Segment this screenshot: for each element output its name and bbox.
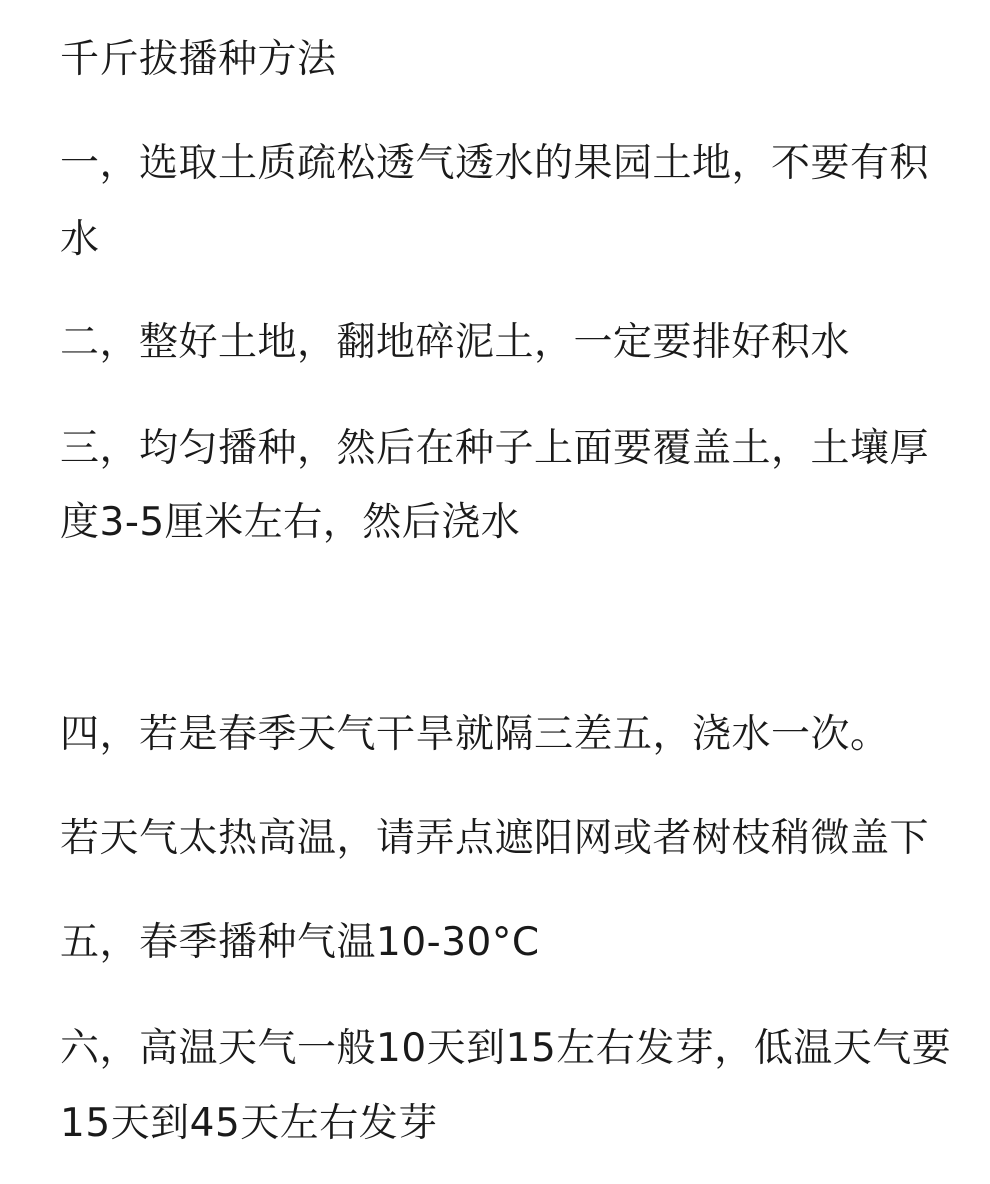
text-line: 15天到45天左右发芽 [60, 1101, 438, 1146]
text-line: 度3-5厘米左右，然后浇水 [60, 500, 521, 545]
text-line: 三，均匀播种，然后在种子上面要覆盖土，土壤厚 [60, 426, 930, 471]
document-title: 千斤拔播种方法 [60, 37, 337, 82]
text-line: 水 [60, 217, 100, 262]
text-line: 二，整好土地，翻地碎泥土，一定要排好积水 [60, 320, 851, 365]
text-line: 一，选取土质疏松透气透水的果园土地，不要有积 [60, 141, 930, 186]
text-line: 五，春季播种气温10-30°C [60, 920, 540, 965]
text-line: 若天气太热高温，请弄点遮阳网或者树枝稍微盖下 [60, 816, 930, 861]
text-line: 六，高温天气一般10天到15左右发芽，低温天气要 [60, 1026, 952, 1071]
text-line: 四，若是春季天气干旱就隔三差五，浇水一次。 [60, 712, 890, 757]
